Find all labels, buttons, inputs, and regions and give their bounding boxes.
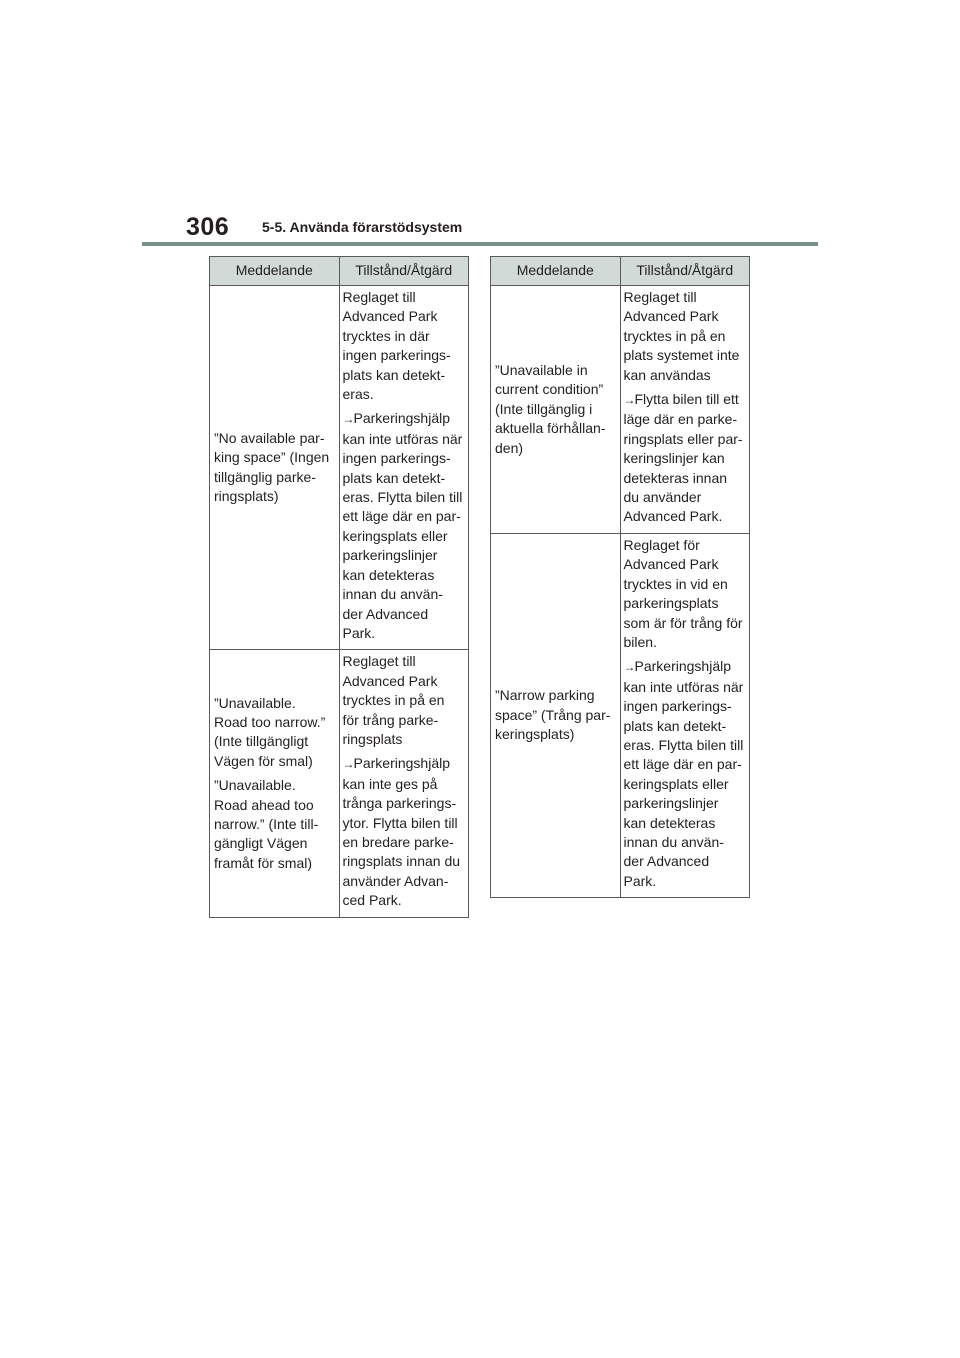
remedy-text: Flytta bilen till ett läge där en parke- ringsplats eller par- keringslinjer kan detekteras innan du använder Advanced Park. — [623, 391, 743, 525]
message-table-right — [490, 256, 750, 898]
page-number: 306 — [186, 213, 230, 241]
message-text: ”Unavailable. Road ahead too narrow.” (Inte till- gängligt Vägen framåt för smal) — [214, 777, 319, 871]
column-header-action: Tillstånd/Åtgärd — [620, 257, 750, 286]
header-rule — [142, 242, 818, 246]
message-text: ”Unavailable in current condition” (Inte tillgänglig i aktuella förhållan- den) — [495, 361, 606, 456]
table-row — [210, 650, 469, 917]
action-cell — [620, 286, 750, 534]
message-text: ”Narrow parking space” (Trång par- keringsplats) — [495, 687, 611, 743]
remedy-paragraph — [624, 390, 747, 527]
message-cell — [491, 533, 621, 897]
table-row — [491, 286, 750, 534]
remedy-paragraph — [343, 409, 466, 643]
message-table-left — [209, 256, 469, 918]
action-cell — [620, 533, 750, 897]
condition-text: Reglaget för Advanced Park trycktes in vid en parkeringsplats som är för trång för bilen. — [623, 536, 743, 650]
message-cell — [491, 286, 621, 534]
condition-text: Reglaget till Advanced Park trycktes in på en plats systemet inte kan användas — [623, 289, 740, 383]
column-header-message: Meddelande — [210, 257, 340, 286]
message-cell — [210, 650, 340, 917]
column-header-message: Meddelande — [491, 257, 621, 286]
condition-text: Reglaget till Advanced Park trycktes in på en för trång parke- ringsplats — [342, 653, 445, 747]
condition-text: Reglaget till Advanced Park trycktes in där ingen parkerings- plats kan detekt- eras. — [342, 289, 451, 403]
table-header-row — [491, 257, 750, 286]
message-cell — [210, 286, 340, 650]
remedy-paragraph — [624, 657, 747, 891]
table-header-row — [210, 257, 469, 286]
table-row — [210, 286, 469, 650]
action-cell — [339, 286, 469, 650]
arrow-right-icon: → — [623, 660, 635, 675]
arrow-right-icon: → — [342, 412, 354, 427]
remedy-text: Parkeringshjälp kan inte ges på trånga parkerings- ytor. Flytta bilen till en bredare parke- ringsplats innan du använder Advan- ced Park. — [342, 755, 461, 909]
arrow-right-icon: → — [342, 757, 354, 772]
section-title: 5-5. Använda förarstödsystem — [262, 219, 463, 235]
table-row — [491, 533, 750, 897]
column-header-action: Tillstånd/Åtgärd — [339, 257, 469, 286]
message-text: ”Unavailable. Road too narrow.” (Inte tillgängligt Vägen för smal) — [214, 694, 326, 769]
remedy-text: Parkeringshjälp kan inte utföras när ingen parkerings- plats kan detekt- eras. Flytta bilen till ett läge där en par- keringsplats eller parkeringslinjer kan detekteras innan du använ- der Advanced Park. — [342, 410, 463, 641]
message-text: ”No available par- king space” (Ingen tillgänglig parke- ringsplats) — [214, 429, 330, 505]
arrow-right-icon: → — [623, 393, 635, 408]
remedy-paragraph — [343, 754, 466, 910]
action-cell — [339, 650, 469, 917]
remedy-text: Parkeringshjälp kan inte utföras när ingen parkerings- plats kan detekt- eras. Flytta bilen till ett läge där en par- keringsplats eller parkeringslinjer kan detekteras innan du använ- der Advanced Park. — [623, 658, 744, 889]
